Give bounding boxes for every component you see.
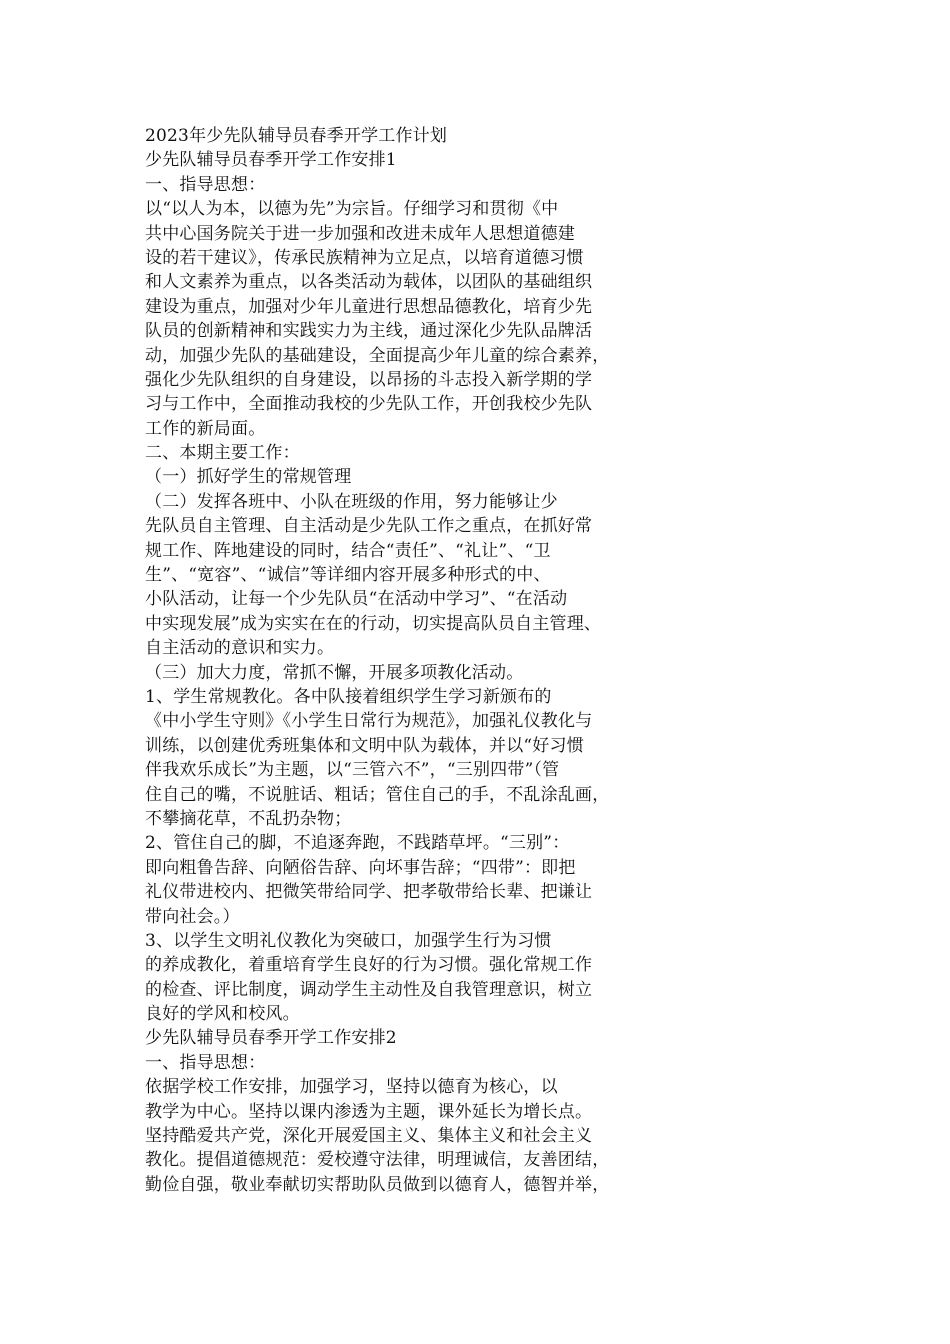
text-line: 一、指导思想： [145,174,266,195]
text-line: 自主活动的意识和实力。 [145,638,335,659]
text-line: 礼仪带进校内、把微笑带给同学、把孝敬带给长辈、把谦让 [145,882,593,903]
text-line: 1、学生常规教化。各中队接着组织学生学习新颁布的 [145,686,552,707]
text-line: 二、本期主要工作： [145,443,300,464]
text-line: （一）抓好学生的常规管理 [145,467,352,488]
text-line: 不攀摘花草，不乱扔杂物； [145,808,352,829]
text-line: （二）发挥各班中、小队在班级的作用，努力能够让少 [145,491,558,512]
text-line: 勤俭自强，敬业奉献切实帮助队员做到以德育人，德智并举， [145,1174,610,1195]
text-line: 少先队辅导员春季开学工作安排2 [145,1028,397,1049]
text-line: 带向社会。） [145,906,240,927]
text-line: 动，加强少先队的基础建设，全面提高少年儿童的综合素养， [145,345,610,366]
text-line: 的养成教化，着重培育学生良好的行为习惯。强化常规工作 [145,955,593,976]
text-line: 良好的学风和校风。 [145,1004,300,1025]
text-line: 和人文素养为重点，以各类活动为载体，以团队的基础组织 [145,272,593,293]
text-line: 坚持酷爱共产党，深化开展爱国主义、集体主义和社会主义 [145,1126,593,1147]
text-line: 工作的新局面。 [145,418,266,439]
text-line: 伴我欢乐成长”为主题，以“三管六不”，“三别四带”（管 [145,760,560,781]
text-line: 依据学校工作安排，加强学习，坚持以德育为核心，以 [145,1077,558,1098]
text-line: 习与工作中，全面推动我校的少先队工作，开创我校少先队 [145,394,593,415]
text-line: 2、管住自己的脚，不追逐奔跑，不践踏草坪。“三别”： [145,833,570,854]
text-line: 建设为重点，加强对少年儿童进行思想品德教化，培育少先 [145,296,593,317]
text-line: 以“以人为本，以德为先”为宗旨。仔细学习和贯彻《中 [145,199,559,220]
text-line: 共中心国务院关于进一步加强和改进未成年人思想道德建 [145,223,575,244]
text-line: 队员的创新精神和实践实力为主线，通过深化少先队品牌活 [145,321,593,342]
text-line: 的检查、评比制度，调动学生主动性及自我管理意识，树立 [145,979,593,1000]
text-line: 训练，以创建优秀班集体和文明中队为载体，并以“好习惯 [145,735,584,756]
text-line: 3、以学生文明礼仪教化为突破口，加强学生行为习惯 [145,930,552,951]
text-line: 少先队辅导员春季开学工作安排1 [145,150,397,171]
text-line: 生”、“宽容”、“诚信”等详细内容开展多种形式的中、 [145,565,551,586]
text-line: 教化。提倡道德规范：爱校遵守法律，明理诚信，友善团结， [145,1150,610,1171]
text-line: 先队员自主管理、自主活动是少先队工作之重点，在抓好常 [145,516,593,537]
text-line: 中实现发展”成为实实在在的行动，切实提高队员自主管理、 [145,613,602,634]
document-body [145,124,675,1197]
text-line: 即向粗鲁告辞、向陋俗告辞、向坏事告辞；“四带”：即把 [145,857,576,878]
text-line: （三）加大力度，常抓不懈，开展多项教化活动。 [145,662,524,683]
text-line: 强化少先队组织的自身建设，以昂扬的斗志投入新学期的学 [145,369,593,390]
text-line: 小队活动，让每一个少先队员“在活动中学习”、“在活动 [145,589,568,610]
text-line: 规工作、阵地建设的同时，结合“责任”、“礼让”、“卫 [145,540,551,561]
text-line: 设的若干建议》，传承民族精神为立足点，以培育道德习惯 [145,247,584,268]
text-line: 一、指导思想： [145,1052,266,1073]
text-line: 教学为中心。坚持以课内渗透为主题，课外延长为增长点。 [145,1101,593,1122]
text-line: 住自己的嘴，不说脏话、粗话；管住自己的手，不乱涂乱画， [145,784,610,805]
text-line: 《中小学生守则》《小学生日常行为规范》，加强礼仪教化与 [145,711,593,732]
text-line: 2023年少先队辅导员春季开学工作计划 [145,126,448,146]
